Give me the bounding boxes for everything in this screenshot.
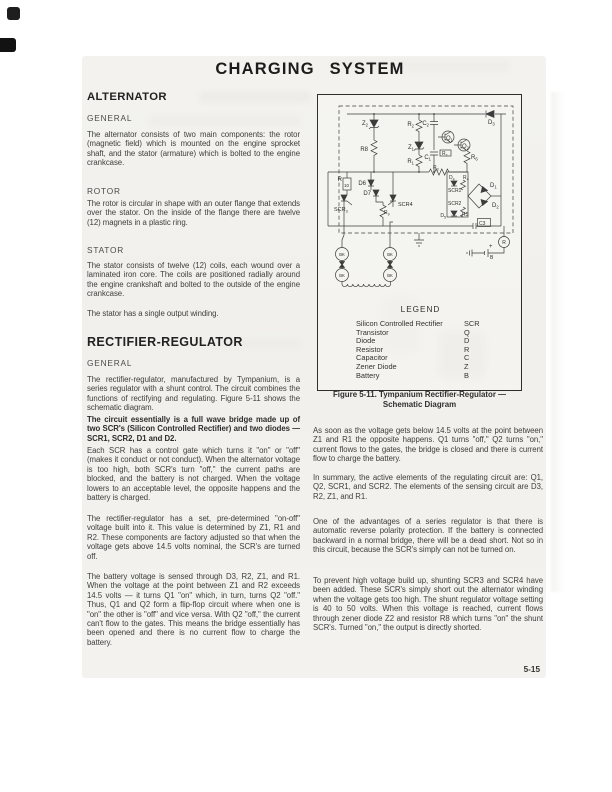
legend-row	[356, 362, 506, 371]
schematic-label-r: R	[502, 240, 506, 246]
schematic-label-d1: $D_1$	[490, 183, 497, 190]
heading-general-1: GENERAL	[87, 113, 133, 123]
schematic-label-bk: BK	[387, 252, 393, 257]
top-bus-wire	[347, 114, 506, 226]
legend-code: B	[464, 370, 469, 380]
mid-and-bottom-bus-wires	[328, 172, 501, 226]
schematic-label-d2: $D_2$	[492, 203, 499, 210]
schematic-label-b: B	[490, 255, 494, 261]
schematic-label-q1: $Q_1$	[446, 136, 454, 143]
schematic-label-r8: R8	[360, 147, 368, 153]
legend-row	[356, 328, 506, 337]
legend-label: Transistor	[356, 327, 389, 337]
capacitor-c2-icon	[430, 114, 438, 150]
schematic-label-r4: $R_4$	[463, 175, 469, 182]
schematic-label-10: 10	[344, 183, 350, 188]
heading-rotor: ROTOR	[87, 186, 121, 196]
schematic-label-scr4: SCR4	[398, 202, 413, 208]
legend-label: Diode	[356, 336, 376, 346]
legend-row	[356, 345, 506, 354]
legend-label: Zener Diode	[356, 361, 397, 371]
schematic-label-z1: $Z_1$	[407, 145, 414, 152]
stator-coil-icon	[342, 282, 391, 287]
schematic-label-d4: $D_4$	[449, 175, 455, 182]
circuit-graphics	[328, 106, 513, 287]
paragraph-rr-1: The rectifier-regulator, manufactured by Tympanium, is a series regulator with a shunt control. The circuit combines the functions of rectifying and regulating. Figure 5-11 shows the schematic diagram.	[87, 375, 300, 413]
diode-d7-icon	[373, 190, 383, 202]
resistor-r3-icon	[429, 169, 449, 175]
paragraph-rr-2: The circuit essentially is a full wave bridge made up of two SCR's (Silicon Controlled Rectifier) and two diodes — SCR1, SCR2, D1 and D2.	[87, 415, 300, 443]
battery-icon	[467, 249, 488, 257]
legend-row	[356, 319, 506, 328]
schematic-label-d3: $D_3$	[488, 120, 495, 127]
page-number: 5-15	[523, 665, 540, 674]
schematic-label-r9: $R_9$	[384, 210, 390, 217]
schematic-label-scr3: $SCR_3$	[334, 207, 348, 214]
paragraph-right-2: In summary, the active elements of the regulating circuit are: Q1, Q2, SCR1, and SCR2. The elements of the sensing circuit are D3, R2, Z1, and R1.	[313, 473, 543, 501]
schematic-label-c1: $C_1$	[424, 155, 431, 162]
resistor-r6-icon	[464, 151, 470, 172]
heading-alternator: ALTERNATOR	[87, 91, 167, 103]
legend-code: R	[464, 344, 470, 354]
schematic-label-r1: $R_1$	[407, 159, 414, 166]
scan-edge-shadow	[551, 92, 564, 592]
ground-icon	[414, 233, 424, 246]
diode-d5-icon	[451, 211, 457, 216]
schematic-label-bk: BK	[339, 273, 345, 278]
paragraph-rr-5: The battery voltage is sensed through D3, R2, Z1, and R1. When the voltage at the point between Z1 and R2 exceeds 14.5 volts — it turns Q1 "on" which, in turn, turns Q2 "off." Thus, Q1 and Q2 form a flip-flop circuit where when one is "on" the other is "off" and vice versa. With Q2 "off," the current can't flow to the gates. This means the bridge essentially has been opened and there is no current flow to charge the battery.	[87, 572, 300, 647]
scr3-icon	[341, 195, 352, 248]
heading-stator: STATOR	[87, 245, 125, 255]
schematic-label-d5: $D_5$	[440, 213, 446, 220]
schematic-label-c3: C3	[479, 221, 486, 227]
schematic-label-r3: $R_3$	[433, 165, 439, 172]
paragraph-rotor: The rotor is circular in shape with an outer flange that extends over the stator. On the inside of the flange there are twelve (12) magnets in a plastic ring.	[87, 199, 300, 227]
scan-artifact-mark	[7, 7, 20, 20]
zener-z2-icon	[369, 114, 379, 140]
schematic-label-q2: $Q_2$	[462, 144, 470, 151]
scan-artifact-tab	[0, 38, 16, 52]
schematic-label-bk: BK	[339, 252, 345, 257]
legend-label: Silicon Controlled Rectifier	[356, 319, 443, 328]
schematic-label-c2: $C_2$	[422, 121, 429, 128]
diode-d3-icon	[486, 111, 494, 118]
paragraph-stator: The stator consists of twelve (12) coils, each wound over a laminated iron core. The coils are positioned radially around the engine crankshaft and bolted to the outside of the engine crankcase.	[87, 261, 300, 299]
legend-label: Battery	[356, 370, 380, 380]
legend-label: Resistor	[356, 344, 384, 354]
legend-code: C	[464, 353, 470, 363]
heading-general-2: GENERAL	[87, 358, 133, 368]
legend-row	[356, 353, 506, 362]
resistor-r2-icon	[416, 114, 422, 142]
figure-5-11-box	[317, 94, 522, 391]
diode-d4-icon	[451, 181, 457, 186]
paragraph-rr-3: Each SCR has a control gate which turns it "on" or "off" (makes it conduct or not conduct). When the alternator voltage is too high, both SCR's turn "off," the current paths are blocked, and the battery is not charged. When the voltage lowers to an acceptable level, the opposite happens and the battery is charged.	[87, 446, 300, 503]
resistor-r1-icon	[416, 155, 422, 172]
schematic-label-scr1: SCR1	[448, 188, 462, 194]
paragraph-right-4: To prevent high voltage build up, shunting SCR3 and SCR4 have been added. These SCR's simply short out the alternator winding when the voltage gets too high. The shunt regulator voltage setting is 40 to 50 volts. When this voltage is reached, current flows through zener diode Z2 and resistor R8 which turns "on" the shunt SCR's. Turned "on," the output is directly shorted.	[313, 576, 543, 633]
legend-code: SCR	[464, 319, 480, 328]
legend-row	[356, 371, 506, 380]
paragraph-stator-2: The stator has a single output winding.	[87, 309, 219, 318]
legend-label: Capacitor	[356, 353, 388, 363]
schematic-label-d6: D6	[358, 181, 366, 187]
scr4-icon	[388, 172, 396, 207]
legend-code: Z	[464, 361, 469, 371]
paragraph-right-1: As soon as the voltage gets below 14.5 volts at the point between Z1 and R1 the opposite happens. Q1 turns "off," Q2 turns "on," current flows to the gates, the bridge is closed and there is current flow to charge the battery.	[313, 426, 543, 464]
diode-d6-icon	[368, 172, 374, 190]
schematic-label-r2: $R_2$	[407, 122, 414, 129]
paragraph-rr-4: The rectifier-regulator has a set, pre-determined "on-off" voltage built into it. This value is determined by Z1, R1 and R2. These components are factory adjusted so that when the voltage gets above 14.5 volts nominal, the SCR's are turned off.	[87, 514, 300, 561]
schematic-label-r6: $R_6$	[471, 155, 478, 162]
legend-title: LEGEND	[400, 305, 441, 314]
schematic-label-z2: $Z_2$	[361, 121, 368, 128]
schematic-label-+: +	[489, 244, 493, 250]
legend-code: D	[464, 336, 470, 346]
paragraph-alternator-intro: The alternator consists of two main components: the rotor (magnetic field) which is mounted on the engine sprocket shaft, and the stator (armature) which is bolted to the engine crankcase.	[87, 130, 300, 168]
legend-code: Q	[464, 327, 470, 337]
schematic-label-d7: D7	[363, 191, 371, 197]
heading-rectifier-regulator: RECTIFIER-REGULATOR	[87, 335, 243, 349]
page-title: CHARGING SYSTEM	[215, 60, 405, 78]
legend-table	[356, 319, 506, 379]
paragraph-right-3: One of the advantages of a series regulator is that there is automatic reverse polarity protection. If the battery is connected backward in a normal bridge, there will be a dead short. Not so in this circuit, because the SCR's simply can not be turned on.	[313, 517, 543, 555]
figure-caption-line1: Figure 5-11. Tympanium Rectifier-Regulator —	[332, 390, 507, 399]
figure-caption-line2: Schematic Diagram	[382, 399, 457, 409]
schematic-label-scr2: SCR2	[448, 201, 462, 207]
schematic-label-r5: R5	[462, 212, 469, 218]
schematic-label-r7: $R_7$	[442, 151, 448, 158]
zener-z1-icon	[414, 142, 424, 155]
legend-row	[356, 336, 506, 345]
schematic-label-r: R	[337, 177, 342, 183]
resistor-r8-icon	[371, 140, 377, 172]
schematic-label-bk: BK	[387, 273, 393, 278]
